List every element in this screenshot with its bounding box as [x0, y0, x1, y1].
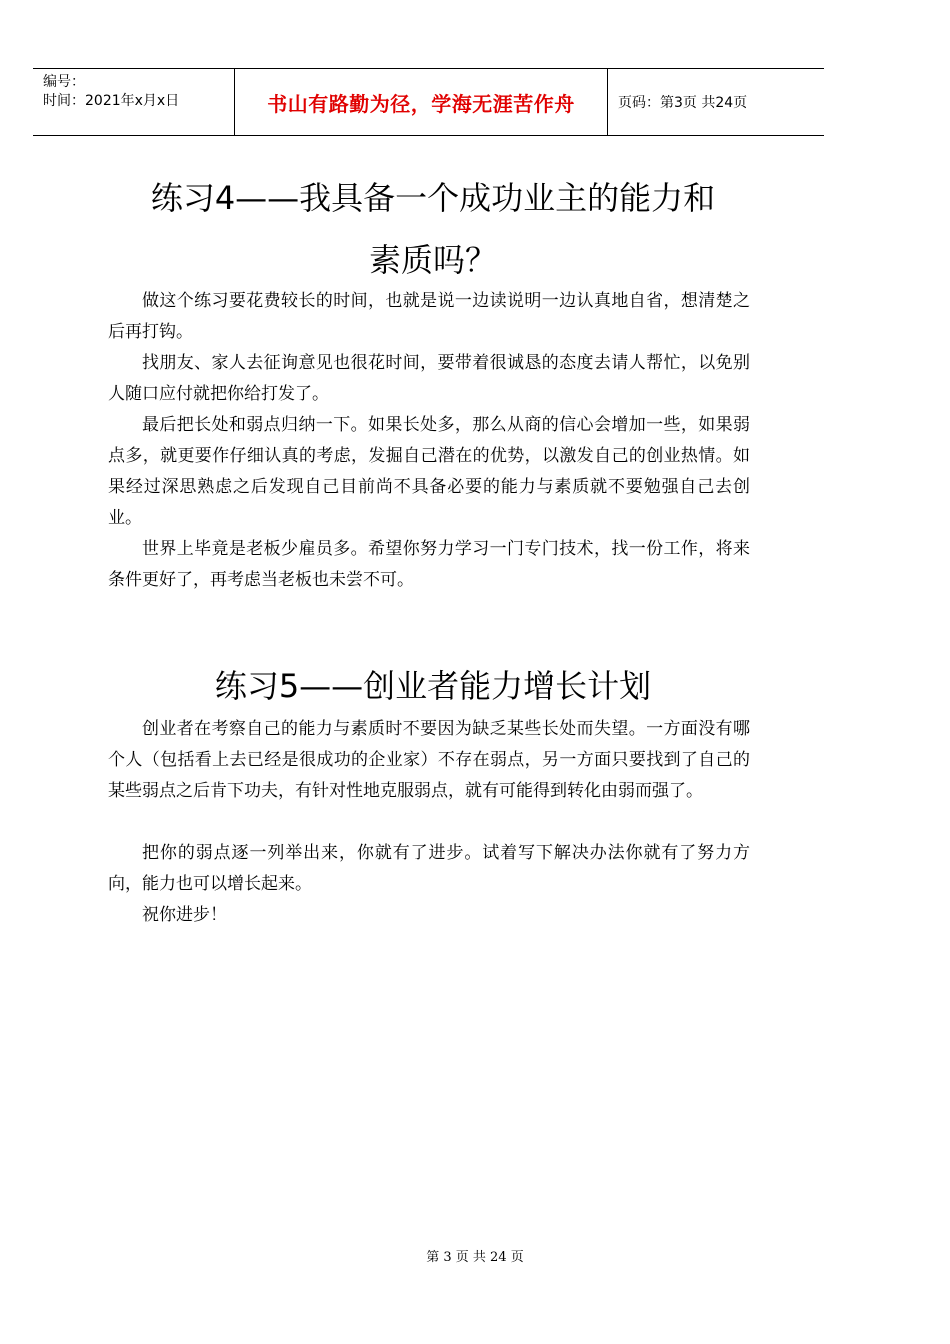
document-number-label: 编号：	[43, 74, 85, 90]
header-page-info-cell	[608, 69, 824, 135]
section1-paragraph: 找朋友、家人去征询意见也很花时间，要带着很诚恳的态度去请人帮忙，以免别人随口应付就把你给打发了。	[108, 353, 750, 404]
document-time-label: 时间：2021年x月x日	[43, 93, 180, 109]
header-left-cell	[33, 69, 235, 135]
section2-paragraph: 创业者在考察自己的能力与素质时不要因为缺乏某些长处而失望。一方面没有哪个人（包括看上去已经是很成功的企业家）不存在弱点，另一方面只要找到了自己的某些弱点之后肯下功夫，有针对性地克服弱点，就有可能得到转化由弱而强了。	[108, 719, 750, 801]
section1-paragraph: 做这个练习要花费较长的时间，也就是说一边读说明一边认真地自省，想清楚之后再打钩。	[108, 291, 750, 342]
section1-paragraph: 最后把长处和弱点归纳一下。如果长处多，那么从商的信心会增加一些，如果弱点多，就更要作仔细认真的考虑，发掘自己潜在的优势，以激发自己的创业热情。如果经过深思熟虑之后发现自己目前尚不具备必要的能力与素质就不要勉强自己去创业。	[108, 415, 750, 528]
section1-paragraph: 世界上毕竟是老板少雇员多。希望你努力学习一门专门技术，找一份工作，将来条件更好了，再考虑当老板也未尝不可。	[108, 539, 750, 590]
section2-paragraph: 把你的弱点逐一列举出来，你就有了进步。试着写下解决办法你就有了努力方向，能力也可以增长起来。	[108, 843, 750, 894]
section1-title-line2: 素质吗？	[368, 241, 497, 279]
header-page-info: 页码：第3页 共24页	[618, 95, 748, 111]
section2-title: 练习5——创业者能力增长计划	[214, 667, 652, 705]
section1-title-line1: 练习4——我具备一个成功业主的能力和	[150, 179, 716, 217]
page-header	[33, 68, 824, 136]
header-motto-cell	[235, 69, 608, 135]
page-footer: 第 3 页 共 24 页	[426, 1250, 524, 1265]
header-motto: 书山有路勤为径，学海无涯苦作舟	[267, 91, 575, 116]
section2-paragraph: 祝你进步！	[142, 905, 227, 925]
